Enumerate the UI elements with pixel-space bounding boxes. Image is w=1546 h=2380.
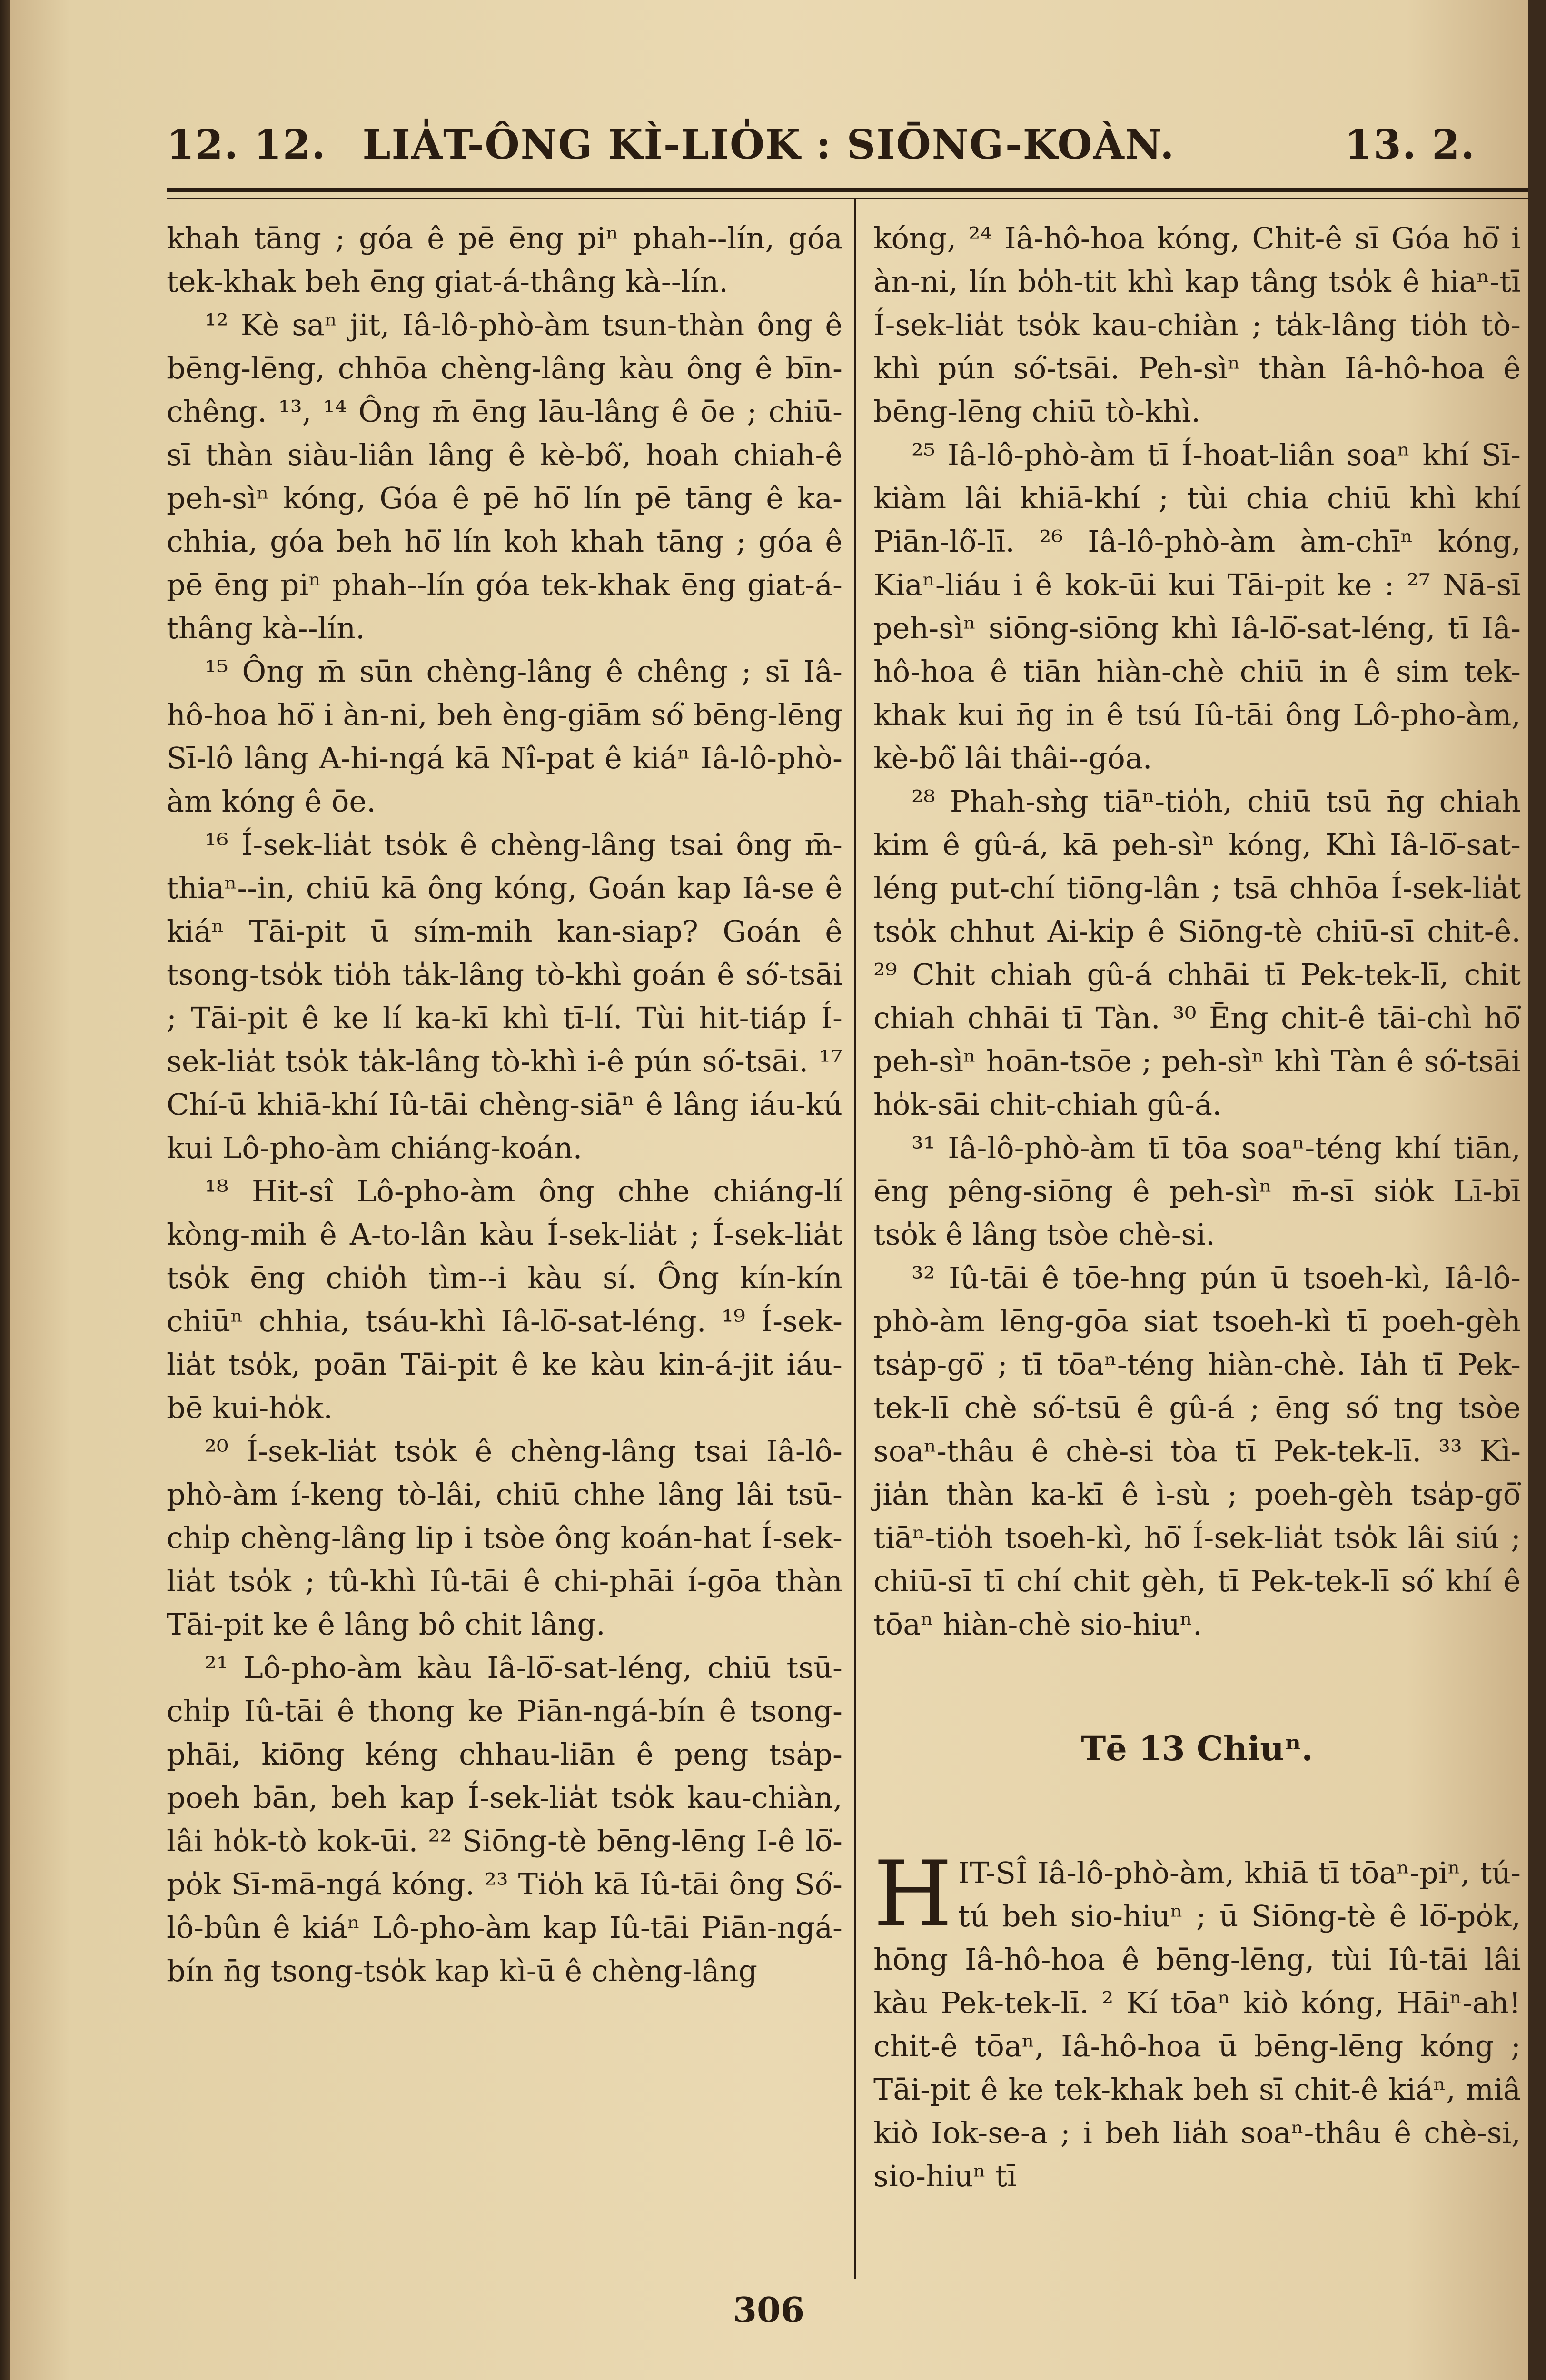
paragraph: ²⁰ Í-sek-lia̍t tso̍k ê chèng-lâng tsai Iâ-lô-phò-àm í-keng tò-lâi, chiū chhe lâng lâi tsū-chi̍p chèng-lâng lip i tsòe ông koán-hat Í-sek-lia̍t tso̍k ; tû-khì Iû-tāi ê chi-phāi í-gōa thàn Tāi-pit ke ê lâng bô chit lâng. bbox=[167, 1434, 842, 1642]
paragraph: ³² Iû-tāi ê tōe-hng pún ū tsoeh-kì, Iâ-lô-phò-àm lēng-gōa siat tsoeh-kì tī poeh-gèh tsa̍p-gō͘ ; tī tōaⁿ-téng hiàn-chè. Ia̍h tī Pek-tek-lī chè só͘-tsū ê gû-á ; ēng só͘ tng tsòe soaⁿ-thâu ê chè-si tòa tī Pek-tek-lī. ³³ Kì-jia̍n thàn ka-kī ê ì-sù ; poeh-gèh tsa̍p-gō͘ tiāⁿ-tio̍h tsoeh-kì, hō͘ Í-sek-lia̍t tso̍k lâi siú ; chiū-sī tī chí chit gèh, tī Pek-tek-lī só͘ khí ê tōaⁿ hiàn-chè sio-hiuⁿ. bbox=[873, 1260, 1521, 1642]
page-number: 306 bbox=[733, 2290, 805, 2330]
paragraph: ¹⁵ Ông m̄ sūn chèng-lâng ê chêng ; sī Iâ-hô-hoa hō͘ i àn-ni, beh èng-giām só͘ bēng-lēng Sī-lô lâng A-hi-ngá kā Nî-pat ê kiáⁿ Iâ-lô-phò-àm kóng ê ōe. bbox=[167, 654, 842, 819]
header-rule-thin bbox=[167, 198, 1528, 199]
paragraph: ¹⁶ Í-sek-lia̍t tso̍k ê chèng-lâng tsai ông m̄-thiaⁿ--in, chiū kā ông kóng, Goán kap Iâ-se ê kiáⁿ Tāi-pit ū sím-mih kan-siap? Goán ê tsong-tso̍k tio̍h ta̍k-lâng tò-khì goán ê só͘-tsāi ; Tāi-pit ê ke lí ka-kī khì tī-lí. Tùi hit-tiáp Í-sek-lia̍t tso̍k ta̍k-lâng tò-khì i-ê pún só͘-tsāi. ¹⁷ Chí-ū khiā-khí Iû-tāi chèng-siāⁿ ê lâng iáu-kú kui Lô-pho-àm chiáng-koán. bbox=[167, 827, 842, 1165]
paragraph: ¹⁸ Hit-sî Lô-pho-àm ông chhe chiáng-lí kòng-mih ê A-to-lân kàu Í-sek-lia̍t ; Í-sek-lia̍t tso̍k ēng chio̍h tìm--i kàu sí. Ông kín-kín chiūⁿ chhia, tsáu-khì Iâ-lō͘-sat-léng. ¹⁹ Í-sek-lia̍t tso̍k, poān Tāi-pit ê ke kàu kin-á-jit iáu-bē kui-ho̍k. bbox=[167, 1174, 842, 1425]
chapter-heading: Tē 13 Chiuⁿ. bbox=[1081, 1729, 1313, 1768]
book-page bbox=[10, 0, 1528, 2380]
paragraph: ³¹ Iâ-lô-phò-àm tī tōa soaⁿ-téng khí tiān, ēng pêng-siōng ê peh-sìⁿ m̄-sī sio̍k Lī-bī tso̍k ê lâng tsòe chè-si. bbox=[873, 1130, 1521, 1252]
header-title: LIA̍T-ÔNG KÌ-LIO̍K : SIŌNG-KOÀN. bbox=[362, 121, 1175, 168]
paragraph: ²⁵ Iâ-lô-phò-àm tī Í-hoat-liân soaⁿ khí Sī-kiàm lâi khiā-khí ; tùi chia chiū khì khí Piān-lô͘-lī. ²⁶ Iâ-lô-phò-àm àm-chīⁿ kóng, Kiaⁿ-liáu i ê kok-ūi kui Tāi-pit ke : ²⁷ Nā-sī peh-sìⁿ siōng-siōng khì Iâ-lō͘-sat-léng, tī Iâ-hô-hoa ê tiān hiàn-chè chiū in ê sim tek-khak kui n̄g in ê tsú Iû-tāi ông Lô-pho-àm, kè-bô͘ lâi thâi--góa. bbox=[873, 437, 1521, 775]
right-column bbox=[873, 217, 1521, 2198]
chapter-text: IT-SÎ Iâ-lô-phò-àm, khiā tī tōaⁿ-piⁿ, tú-tú beh sio-hiuⁿ ; ū Siōng-tè ê lō͘-po̍k, hōng Iâ-hô-hoa ê bēng-lēng, tùi Iû-tāi lâi kàu Pek-tek-lī. ² Kí tōaⁿ kiò kóng, Hāiⁿ-ah! chit-ê tōaⁿ, Iâ-hô-hoa ū bēng-lēng kóng ; Tāi-pit ê ke tek-khak beh sī chit-ê kiáⁿ, miâ kiò Iok-se-a ; i beh lia̍h soaⁿ-thâu ê chè-si, sio-hiuⁿ tī bbox=[873, 1855, 1521, 2193]
paragraph: ²¹ Lô-pho-àm kàu Iâ-lō͘-sat-léng, chiū tsū-chi̍p Iû-tāi ê thong ke Piān-ngá-bín ê tsong-phāi, kiōng kéng chhau-liān ê peng tsa̍p-poeh bān, beh kap Í-sek-lia̍t tso̍k kau-chiàn, lâi ho̍k-tò kok-ūi. ²² Siōng-tè bēng-lēng I-ê lō͘-po̍k Sī-mā-ngá kóng. ²³ Tio̍h kā Iû-tāi ông Só͘-lô-bûn ê kiáⁿ Lô-pho-àm kap Iû-tāi Piān-ngá-bín n̄g tsong-tso̍k kap kì-ū ê chèng-lâng bbox=[167, 1650, 842, 1988]
left-column bbox=[167, 217, 842, 1993]
paragraph: khah tāng ; góa ê pē ēng piⁿ phah--lín, góa tek-khak beh ēng giat-á-thâng kà--lín. bbox=[167, 221, 842, 299]
paragraph: kóng, ²⁴ Iâ-hô-hoa kóng, Chit-ê sī Góa hō͘ i àn-ni, lín bo̍h-tit khì kap tâng tso̍k ê hiaⁿ-tī Í-sek-lia̍t tso̍k kau-chiàn ; ta̍k-lâng tio̍h tò-khì pún só͘-tsāi. Peh-sìⁿ thàn Iâ-hô-hoa ê bēng-lēng chiū tò-khì. bbox=[873, 221, 1521, 429]
column-divider bbox=[854, 199, 856, 2279]
chapter-opening-paragraph bbox=[873, 1842, 1521, 2198]
drop-cap: H bbox=[873, 1842, 952, 1947]
header-left-reference: 12. 12. bbox=[167, 121, 327, 168]
header-rule-thick bbox=[167, 188, 1528, 192]
paragraph: ²⁸ Phah-sǹg tiāⁿ-tio̍h, chiū tsū n̄g chiah kim ê gû-á, kā peh-sìⁿ kóng, Khì Iâ-lō͘-sat-léng put-chí tiōng-lân ; tsā chhōa Í-sek-lia̍t tso̍k chhut Ai-ki̍p ê Siōng-tè chiū-sī chit-ê. ²⁹ Chit chiah gû-á chhāi tī Pek-tek-lī, chit chiah chhāi tī Tàn. ³⁰ Ēng chit-ê tāi-chì hō͘ peh-sìⁿ hoān-tsōe ; peh-sìⁿ khì Tàn ê só͘-tsāi ho̍k-sāi chit-chiah gû-á. bbox=[873, 784, 1521, 1122]
paragraph: ¹² Kè saⁿ jit, Iâ-lô-phò-àm tsun-thàn ông ê bēng-lēng, chhōa chèng-lâng kàu ông ê bīn-chêng. ¹³, ¹⁴ Ông m̄ ēng lāu-lâng ê ōe ; chiū-sī thàn siàu-liân lâng ê kè-bô͘, hoah chiah-ê peh-sìⁿ kóng, Góa ê pē hō͘ lín pē tāng ê ka-chhia, góa beh hō͘ lín koh khah tāng ; góa ê pē ēng piⁿ phah--lín góa tek-khak ēng giat-á-thâng kà--lín. bbox=[167, 307, 842, 645]
header-right-reference: 13. 2. bbox=[1344, 121, 1476, 168]
